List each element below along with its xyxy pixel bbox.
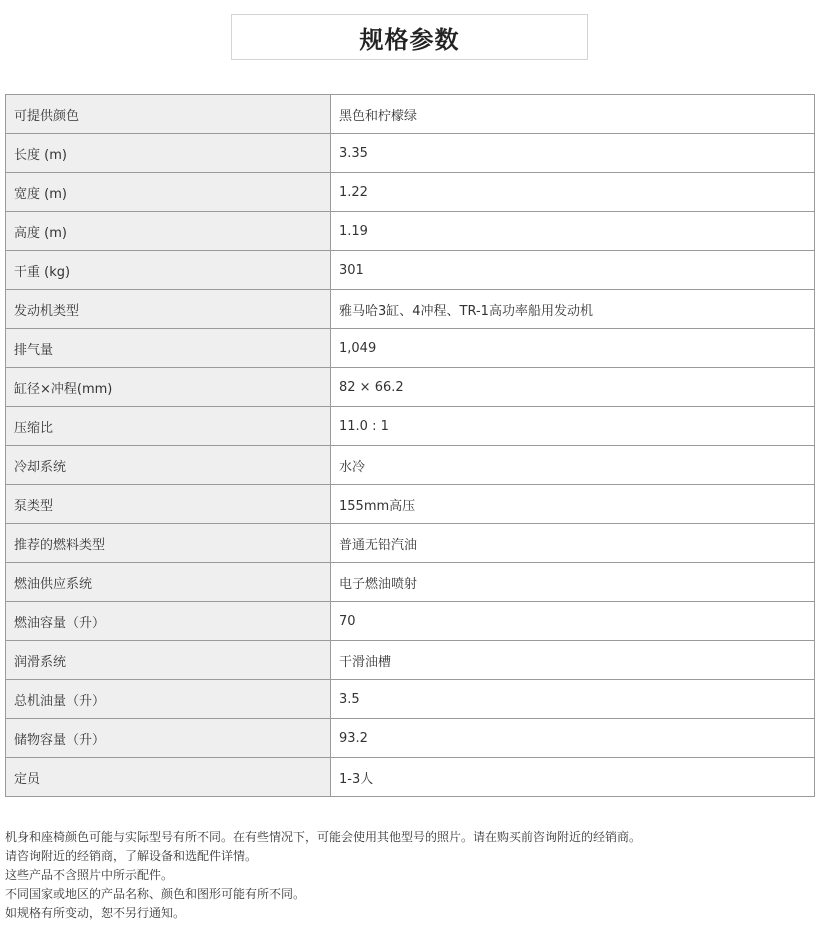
spec-value: 1.19 — [331, 212, 815, 251]
spec-value: 82 × 66.2 — [331, 368, 815, 407]
spec-row — [6, 290, 815, 329]
spec-row — [6, 602, 815, 641]
disclaimer-notes — [5, 828, 817, 923]
spec-label: 排气量 — [6, 329, 331, 368]
spec-value: 70 — [331, 602, 815, 641]
spec-label: 冷却系统 — [6, 446, 331, 485]
note-line: 机身和座椅颜色可能与实际型号有所不同。在有些情况下，可能会使用其他型号的照片。请在购买前咨询附近的经销商。 — [5, 830, 642, 844]
spec-row — [6, 485, 815, 524]
spec-row — [6, 173, 815, 212]
spec-row — [6, 680, 815, 719]
spec-label: 长度 (m) — [6, 134, 331, 173]
spec-row — [6, 251, 815, 290]
spec-value: 电子燃油喷射 — [331, 563, 815, 602]
spec-label: 泵类型 — [6, 485, 331, 524]
spec-label: 发动机类型 — [6, 290, 331, 329]
spec-value: 155mm高压 — [331, 485, 815, 524]
spec-row — [6, 758, 815, 797]
spec-value: 1.22 — [331, 173, 815, 212]
spec-value: 11.0 : 1 — [331, 407, 815, 446]
spec-label: 可提供颜色 — [6, 95, 331, 134]
spec-row — [6, 95, 815, 134]
spec-value: 水冷 — [331, 446, 815, 485]
spec-row — [6, 329, 815, 368]
spec-value: 3.35 — [331, 134, 815, 173]
spec-label: 润滑系统 — [6, 641, 331, 680]
spec-value: 93.2 — [331, 719, 815, 758]
note-line: 如规格有所变动，恕不另行通知。 — [5, 906, 186, 920]
spec-label: 储物容量（升） — [6, 719, 331, 758]
spec-label: 总机油量（升） — [6, 680, 331, 719]
note-line: 请咨询附近的经销商，了解设备和选配件详情。 — [5, 849, 258, 863]
note-line: 不同国家或地区的产品名称、颜色和图形可能有所不同。 — [5, 887, 306, 901]
note-line: 这些产品不含照片中所示配件。 — [5, 868, 174, 882]
page-title: 规格参数 — [231, 14, 588, 60]
spec-row — [6, 446, 815, 485]
spec-label: 干重 (kg) — [6, 251, 331, 290]
spec-value: 3.5 — [331, 680, 815, 719]
spec-table-body — [6, 95, 815, 797]
spec-row — [6, 212, 815, 251]
spec-row — [6, 641, 815, 680]
spec-label: 定员 — [6, 758, 331, 797]
spec-label: 燃油供应系统 — [6, 563, 331, 602]
spec-label: 推荐的燃料类型 — [6, 524, 331, 563]
spec-row — [6, 563, 815, 602]
spec-value: 301 — [331, 251, 815, 290]
spec-value: 1,049 — [331, 329, 815, 368]
spec-value: 普通无铅汽油 — [331, 524, 815, 563]
spec-row — [6, 524, 815, 563]
spec-label: 宽度 (m) — [6, 173, 331, 212]
spec-row — [6, 368, 815, 407]
spec-row — [6, 134, 815, 173]
spec-value: 黑色和柠檬绿 — [331, 95, 815, 134]
spec-value: 雅马哈3缸、4冲程、TR-1高功率船用发动机 — [331, 290, 815, 329]
spec-table — [5, 94, 815, 797]
spec-value: 1-3人 — [331, 758, 815, 797]
spec-value: 干滑油槽 — [331, 641, 815, 680]
spec-label: 高度 (m) — [6, 212, 331, 251]
spec-row — [6, 407, 815, 446]
spec-label: 压缩比 — [6, 407, 331, 446]
spec-label: 燃油容量（升） — [6, 602, 331, 641]
spec-label: 缸径×冲程(mm) — [6, 368, 331, 407]
spec-row — [6, 719, 815, 758]
